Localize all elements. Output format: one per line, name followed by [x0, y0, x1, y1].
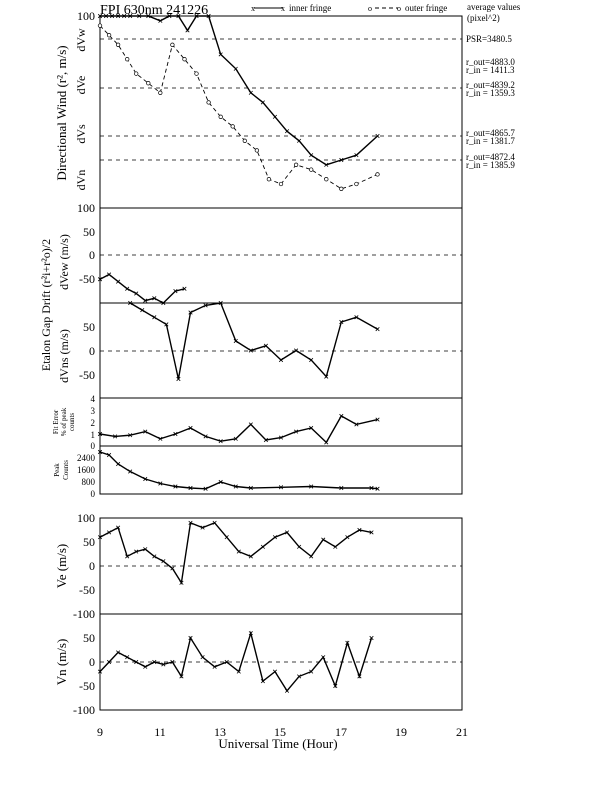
y-tick-fit-0: 0 [90, 441, 95, 451]
ring-out-3: r_out=4865.7 [466, 128, 515, 138]
dir-sub-label-dvs: dVs [74, 124, 88, 144]
y-tick-dvew-0: 0 [89, 248, 95, 262]
x-tick-13: 13 [214, 725, 226, 739]
directional_wind-series-1-point [98, 24, 102, 28]
ring-out-2: r_out=4839.2 [466, 80, 515, 90]
y-tick-dvns-0: 0 [89, 344, 95, 358]
directional_wind-series-1-point [134, 72, 138, 76]
x-tick-11: 11 [154, 725, 166, 739]
x-tick-19: 19 [395, 725, 407, 739]
x-tick-15: 15 [274, 725, 286, 739]
ring-in-1: r_in = 1411.3 [466, 65, 515, 75]
peak-label-1: Peak [53, 463, 61, 477]
y-tick-dvew-100: 100 [77, 201, 95, 215]
y-tick-ve-50: 50 [83, 535, 95, 549]
directional_wind-series-1-point [107, 33, 111, 37]
y-tick-peak-800: 800 [81, 477, 95, 487]
ve-axis-label: Ve (m/s) [54, 543, 69, 589]
directional_wind-series-1-point [195, 72, 199, 76]
etalon-dvns-label: dVns (m/s) [57, 329, 71, 383]
legend-inner-marker-left: x [251, 4, 255, 13]
dir-sub-label-dvw: dVw [74, 28, 88, 52]
directional_wind-series-1-point [159, 91, 163, 95]
ring-in-2: r_in = 1359.3 [466, 88, 515, 98]
legend-outer-marker-right: o [397, 4, 401, 13]
legend-inner-marker-right: x [281, 4, 285, 13]
y-tick-dvns-m50: -50 [79, 368, 95, 382]
y-tick-dir-100: 100 [77, 9, 95, 23]
etalon-dvew-label: dVew (m/s) [57, 234, 71, 290]
legend-inner-label: inner fringe [289, 3, 332, 13]
directional_wind-series-1-point [125, 57, 129, 61]
directional_wind-series-1-point [309, 168, 313, 172]
directional_wind-series-1-point [207, 101, 211, 105]
peak-label-2: Counts [62, 460, 70, 480]
fit-error-label-2: % of peak [60, 407, 68, 437]
ring-in-3: r_in = 1381.7 [466, 136, 515, 146]
directional_wind-series-1-point [355, 182, 359, 186]
psr-value: PSR=3480.5 [466, 34, 512, 44]
legend-outer-marker-left: o [368, 4, 372, 13]
y-tick-vn-50: 50 [83, 631, 95, 645]
average-values-unit: (pixel^2) [467, 13, 500, 23]
y-tick-dvew-m50: -50 [79, 272, 95, 286]
etalon-label: Etalon Gap Drift (r²i+r²o)/2 [39, 238, 53, 372]
directional_wind-series-1-point [183, 57, 187, 61]
y-tick-fit-4: 4 [90, 394, 95, 404]
chart-title: FPI 630nm 241226 [100, 3, 209, 18]
x-axis-label: Universal Time (Hour) [218, 736, 338, 751]
directional_wind-series-1-point [147, 81, 151, 85]
directional_wind-series-1-point [279, 182, 283, 186]
legend-outer-label: outer fringe [405, 3, 448, 13]
y-tick-vn-m100: -100 [73, 703, 95, 717]
y-tick-fit-2: 2 [90, 418, 95, 428]
directional_wind-series-1-point [340, 187, 344, 191]
y-tick-ve-0: 0 [89, 559, 95, 573]
directional-wind-label: Directional Wind (r², m/s) [54, 45, 69, 181]
dir-sub-label-dvn: dVn [74, 169, 88, 191]
fit-error-label-1: Fit Error [52, 409, 60, 435]
directional_wind-series-1-point [231, 125, 235, 129]
ring-out-4: r_out=4872.4 [466, 152, 515, 162]
directional_wind-series-1-point [255, 149, 259, 153]
y-tick-fit-1: 1 [90, 430, 95, 440]
directional_wind-series-1-point [376, 173, 380, 177]
y-tick-ve-m100: -100 [73, 607, 95, 621]
y-tick-ve-100: 100 [77, 511, 95, 525]
directional_wind-series-1-point [171, 43, 175, 47]
ring-in-4: r_in = 1385.9 [466, 160, 515, 170]
y-tick-ve-m50: -50 [79, 583, 95, 597]
y-tick-dvns-50: 50 [83, 320, 95, 334]
directional_wind-series-1-point [325, 177, 329, 181]
y-tick-vn-m50: -50 [79, 679, 95, 693]
y-tick-vn-0: 0 [89, 655, 95, 669]
vn-axis-label: Vn (m/s) [54, 638, 69, 686]
y-tick-fit-3: 3 [90, 406, 95, 416]
directional_wind-series-1-point [243, 139, 247, 143]
directional_wind-series-1-point [267, 177, 271, 181]
y-tick-peak-0: 0 [90, 489, 95, 499]
dir-sub-label-dve: dVe [74, 75, 88, 95]
directional_wind-series-1-point [116, 43, 120, 47]
directional_wind-series-1-point [219, 115, 223, 119]
x-tick-17: 17 [335, 725, 347, 739]
x-tick-9: 9 [97, 725, 103, 739]
ring-out-1: r_out=4883.0 [466, 57, 515, 67]
y-tick-dvew-50: 50 [83, 225, 95, 239]
fit-error-label-3: counts [68, 412, 76, 432]
y-tick-peak-2400: 2400 [77, 453, 95, 463]
x-tick-21: 21 [456, 725, 468, 739]
average-values-label: average values [467, 2, 521, 12]
y-tick-peak-1600: 1600 [77, 465, 95, 475]
directional_wind-series-1-point [294, 163, 298, 167]
